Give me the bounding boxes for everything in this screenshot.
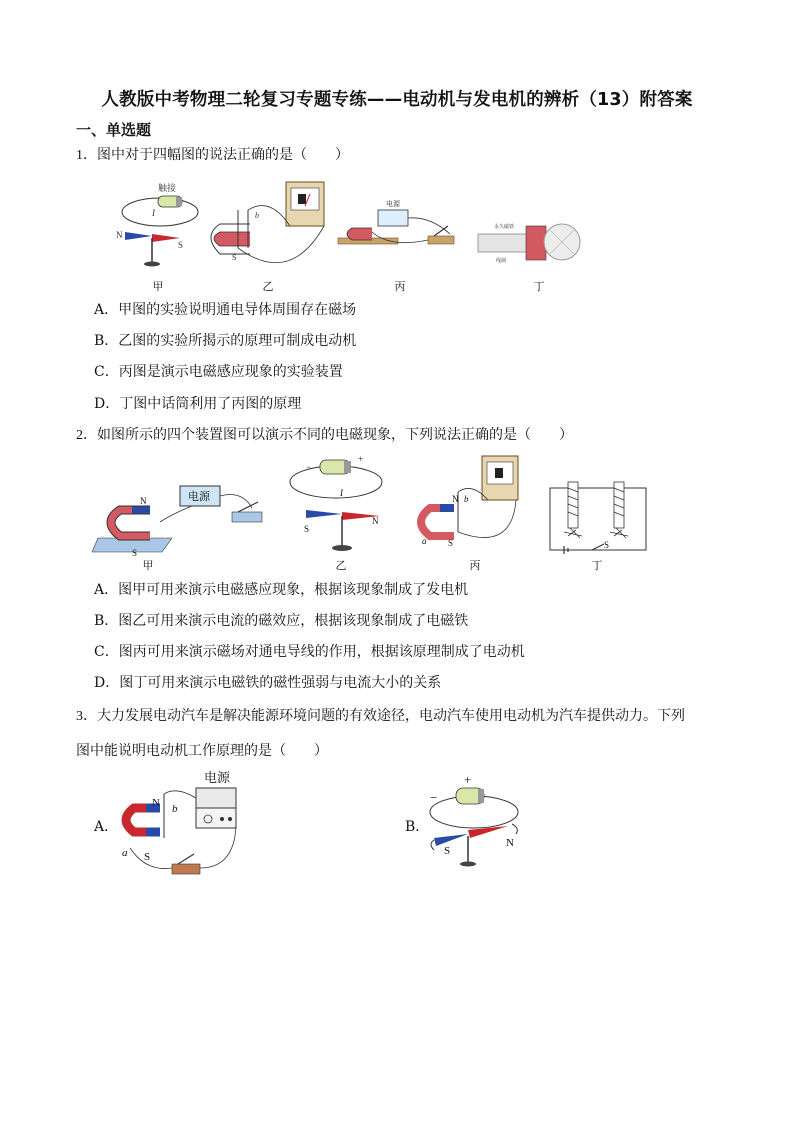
south-label: S — [144, 851, 151, 863]
touch-label: 触接 — [158, 183, 177, 193]
q3-figure-b-oersted[interactable] — [424, 774, 536, 874]
b-label: b — [464, 494, 469, 504]
question-3-stem-line-2: 图中能说明电动机工作原理的是（ ） — [76, 743, 328, 759]
q2-caption-ding: 丁 — [591, 559, 603, 572]
q1-figure-group — [110, 176, 600, 292]
power-label: 电源 — [386, 200, 400, 208]
q1-caption-ding: 丁 — [533, 280, 545, 293]
q3-figure-a-motor[interactable] — [116, 768, 246, 880]
q2-option-b[interactable]: B．图乙可用来演示电流的磁效应，根据该现象制成了电磁铁 — [94, 613, 469, 629]
power-label: 电源 — [188, 491, 210, 503]
minus-label: − — [430, 790, 438, 805]
current-label: I — [152, 208, 155, 218]
question-text: 如图所示的四个装置图可以演示不同的电磁现象，下列说法正确的是（ ） — [97, 427, 573, 443]
q2-caption-bing: 丙 — [469, 559, 481, 572]
question-number: 3． — [76, 709, 97, 724]
q2-option-a[interactable]: A．图甲可用来演示电磁感应现象，根据该现象制成了发电机 — [94, 582, 469, 598]
north-label: N — [140, 496, 147, 506]
south-label: S — [304, 524, 310, 534]
south-label: S — [444, 845, 451, 857]
plus-label: + — [464, 774, 472, 787]
q1-option-d[interactable]: D．丁图中话筒利用了丙图的原理 — [94, 396, 302, 412]
q2-fig-jia-motor — [92, 486, 262, 558]
q2-caption-yi: 乙 — [335, 559, 347, 572]
question-text: 图中对于四幅图的说法正确的是（ ） — [97, 147, 349, 163]
q1-fig-yi-induction — [211, 182, 324, 263]
minus-label: − — [306, 462, 312, 472]
q2-caption-jia: 甲 — [142, 559, 154, 572]
q1-option-c[interactable]: C．丙图是演示电磁感应现象的实验装置 — [94, 364, 343, 380]
switch-label: S — [604, 540, 610, 550]
q2-fig-yi-oersted — [290, 454, 382, 551]
north-label: N — [452, 494, 459, 504]
coil-label: 线圈 — [496, 259, 507, 264]
south-label: S — [132, 548, 138, 558]
north-label: N — [372, 516, 379, 526]
page-title: 人教版中考物理二轮复习专题专练——电动机与发电机的辨析（13）附答案 — [101, 90, 693, 110]
question-1-stem — [76, 145, 349, 166]
north-label: N — [152, 797, 160, 809]
current-label: I — [340, 488, 343, 498]
q2-fig-bing-induction — [421, 456, 518, 548]
b-label: b — [172, 803, 178, 815]
section-heading: 一、单选题 — [76, 121, 152, 139]
south-label: S — [178, 240, 184, 250]
question-3-stem — [76, 706, 685, 727]
b-label: b — [255, 211, 259, 220]
north-label: N — [506, 837, 514, 849]
q3-option-b[interactable]: B． — [405, 819, 430, 835]
q1-fig-ding-microphone — [478, 223, 580, 264]
q3-option-a[interactable]: A． — [94, 819, 119, 835]
q1-caption-bing: 丙 — [394, 280, 406, 293]
south-label: S — [448, 538, 454, 548]
north-label: N — [116, 230, 123, 240]
q1-caption-jia: 甲 — [152, 280, 164, 293]
question-text-line-1: 大力发展电动汽车是解决能源环境问题的有效途径，电动汽车使用电动机为汽车提供动力。下列 — [97, 708, 685, 724]
question-2-stem — [76, 425, 573, 446]
power-label: 电源 — [204, 770, 231, 785]
plus-label: + — [358, 454, 364, 464]
q2-fig-ding-electromagnet — [550, 482, 646, 554]
a-label: a — [422, 536, 427, 546]
q2-option-c[interactable]: C．图丙可用来演示磁场对通电导线的作用，根据该原理制成了电动机 — [94, 644, 525, 660]
q1-fig-jia-oersted — [116, 182, 198, 267]
q2-figure-group — [92, 452, 652, 562]
magnet-label: 永久磁铁 — [494, 225, 515, 230]
question-number: 2． — [76, 428, 97, 443]
q1-fig-bing-motor — [338, 199, 454, 244]
q1-option-b[interactable]: B．乙图的实验所揭示的原理可制成电动机 — [94, 333, 357, 349]
question-number: 1． — [76, 148, 97, 163]
q1-option-a[interactable]: A．甲图的实验说明通电导体周围存在磁场 — [94, 302, 357, 318]
q2-option-d[interactable]: D．图丁可用来演示电磁铁的磁性强弱与电流大小的关系 — [94, 675, 442, 691]
q1-caption-yi: 乙 — [262, 280, 274, 293]
a-label: a — [122, 847, 128, 859]
south-label: S — [232, 253, 237, 262]
